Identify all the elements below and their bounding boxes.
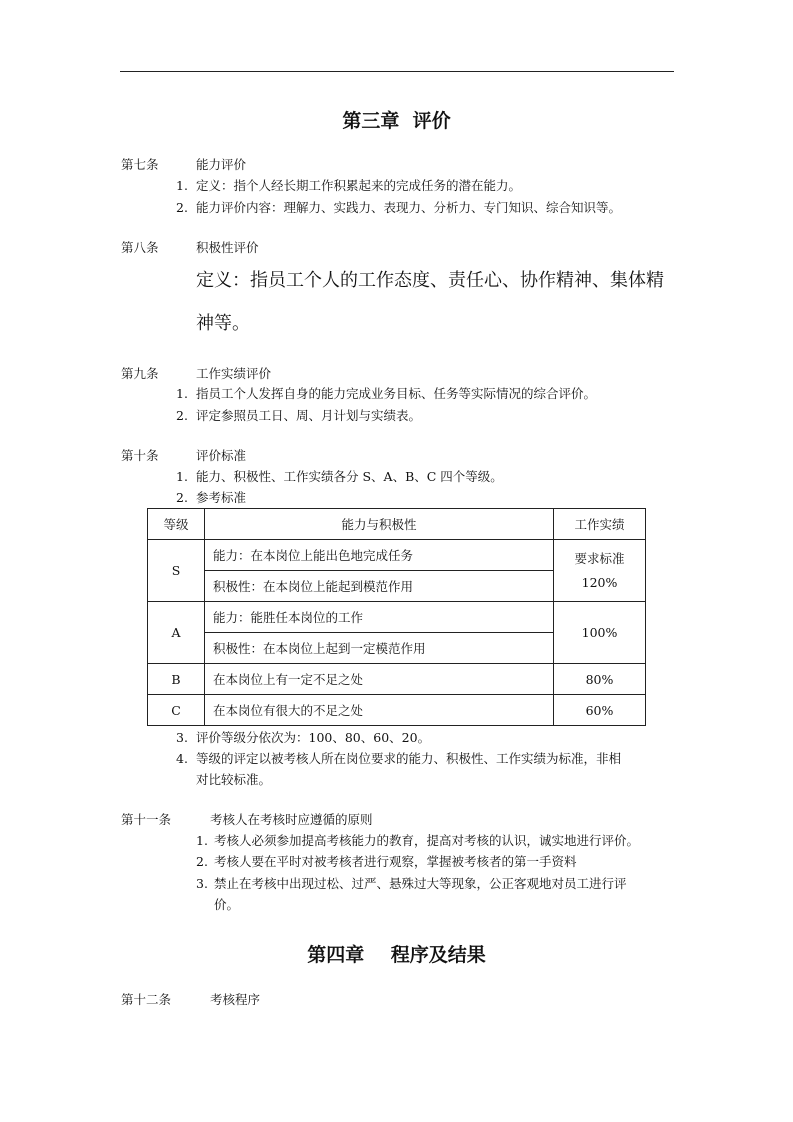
art9-item1-text: 指员工个人发挥自身的能力完成业务目标、任务等实际情况的综合评价。 — [196, 386, 597, 401]
art9-item2-num: 2. — [176, 408, 188, 423]
art11-item1-num: 1. — [196, 833, 208, 848]
s-performance-line2: 120% — [581, 574, 618, 590]
c-description: 在本岗位有很大的不足之处 — [205, 695, 554, 726]
art11-item1-text: 考核人必须参加提高考核能力的教育，提高对考核的认识，诚实地进行评价。 — [214, 833, 640, 848]
art9-label: 第九条 — [121, 366, 159, 381]
art12-title: 考核程序 — [210, 992, 261, 1007]
art7-item1-text: 定义：指个人经长期工作积累起来的完成任务的潜在能力。 — [196, 178, 522, 193]
art10-item1-text: 能力、积极性、工作实绩各分 S、A、B、C 四个等级。 — [196, 469, 503, 484]
table-row-c — [148, 695, 646, 726]
art11-item2-text: 考核人要在平时对被考核者进行观察，掌握被考核者的第一手资料 — [214, 854, 577, 869]
art9-title: 工作实绩评价 — [196, 366, 272, 381]
art11-label: 第十一条 — [121, 812, 172, 827]
b-description: 在本岗位上有一定不足之处 — [205, 664, 554, 695]
header-performance: 工作实绩 — [554, 509, 646, 540]
art7-item2-num: 2. — [176, 200, 188, 215]
art11-item2-num: 2. — [196, 854, 208, 869]
s-ability: 能力：在本岗位上能出色地完成任务 — [205, 540, 554, 571]
art10-item2-text: 参考标准 — [196, 490, 247, 505]
a-performance: 100% — [554, 602, 646, 664]
art7-label: 第七条 — [121, 157, 159, 172]
evaluation-standard-table — [147, 508, 646, 726]
grade-c: C — [148, 695, 205, 726]
art7-title: 能力评价 — [196, 157, 247, 172]
a-initiative: 积极性：在本岗位上起到一定模范作用 — [205, 633, 554, 664]
table-header-row — [148, 509, 646, 540]
s-initiative: 积极性：在本岗位上能起到模范作用 — [205, 571, 554, 602]
art10-item4-line1: 等级的评定以被考核人所在岗位要求的能力、积极性、工作实绩为标准，非相 — [196, 751, 622, 766]
s-performance — [554, 540, 646, 602]
art9-item1-num: 1. — [176, 386, 188, 401]
grade-a: A — [148, 602, 205, 664]
art9-item2-text: 评定参照员工日、周、月计划与实绩表。 — [196, 408, 422, 423]
header-rule — [120, 71, 674, 72]
table-row-b — [148, 664, 646, 695]
art10-item1-num: 1. — [176, 469, 188, 484]
art7-item1-num: 1. — [176, 178, 188, 193]
art8-title: 积极性评价 — [196, 240, 259, 255]
table-row-s1 — [148, 540, 646, 571]
art8-definition-line1: 定义：指员工个人的工作态度、责任心、协作精神、集体精 — [196, 270, 664, 291]
art11-title: 考核人在考核时应遵循的原则 — [210, 812, 373, 827]
s-performance-line1: 要求标准 — [574, 550, 625, 566]
grade-b: B — [148, 664, 205, 695]
b-performance: 80% — [554, 664, 646, 695]
art10-item4-num: 4. — [176, 751, 188, 766]
art10-item2-num: 2. — [176, 490, 188, 505]
chapter-4-title: 第四章 程序及结果 — [307, 944, 486, 966]
art10-item3-num: 3. — [176, 730, 188, 745]
art10-title: 评价标准 — [196, 448, 247, 463]
c-performance: 60% — [554, 695, 646, 726]
art11-item3-line2: 价。 — [214, 897, 240, 912]
art8-label: 第八条 — [121, 240, 159, 255]
art12-label: 第十二条 — [121, 992, 172, 1007]
art11-item3-num: 3. — [196, 876, 208, 891]
art11-item3-line1: 禁止在考核中出现过松、过严、悬殊过大等现象，公正客观地对员工进行评 — [214, 876, 627, 891]
a-ability: 能力：能胜任本岗位的工作 — [205, 602, 554, 633]
art10-label: 第十条 — [121, 448, 159, 463]
grade-s: S — [148, 540, 205, 602]
art10-item3-text: 评价等级分依次为：100、80、60、20。 — [196, 730, 431, 745]
chapter-3-title: 第三章 评价 — [342, 110, 451, 132]
header-ability: 能力与积极性 — [205, 509, 554, 540]
art10-item4-line2: 对比较标准。 — [196, 772, 272, 787]
art7-item2-text: 能力评价内容：理解力、实践力、表现力、分析力、专门知识、综合知识等。 — [196, 200, 622, 215]
art8-definition-line2: 神等。 — [196, 313, 250, 334]
header-grade: 等级 — [148, 509, 205, 540]
table-row-a1 — [148, 602, 646, 633]
